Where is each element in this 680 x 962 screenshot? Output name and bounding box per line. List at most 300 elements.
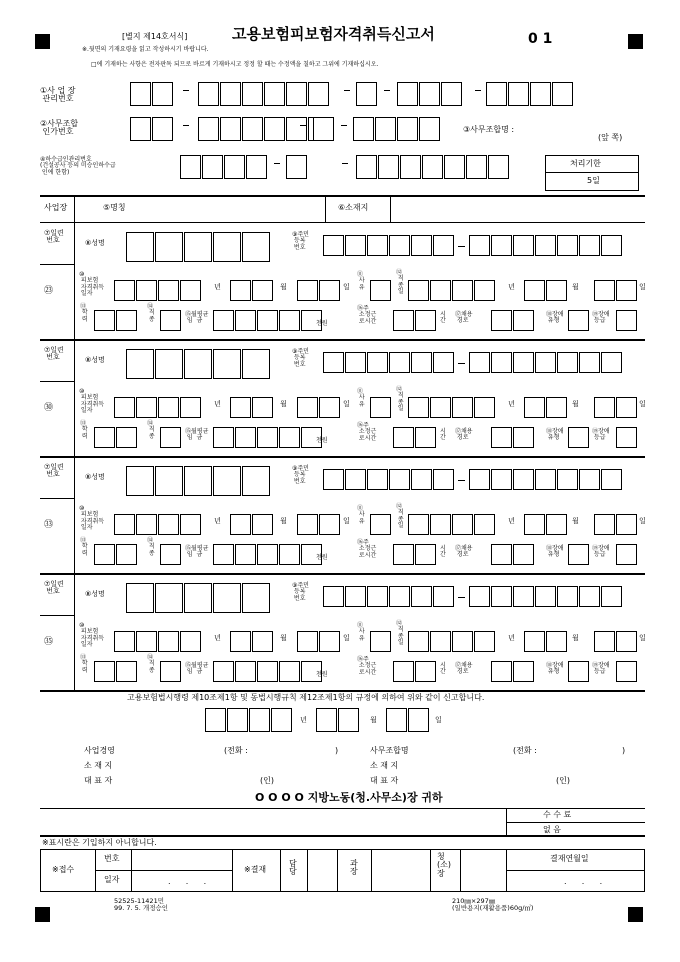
acq-year-cell[interactable] bbox=[180, 514, 201, 535]
rrn-cell[interactable] bbox=[513, 352, 534, 373]
acq-day-cell[interactable] bbox=[319, 631, 340, 652]
reason-cell[interactable] bbox=[370, 631, 391, 652]
union-no-cell[interactable] bbox=[264, 117, 285, 141]
mgmt-no-cell[interactable] bbox=[242, 82, 263, 106]
education-cell[interactable] bbox=[116, 310, 137, 331]
acq-year-cell[interactable] bbox=[136, 631, 157, 652]
hours-cell[interactable] bbox=[393, 661, 414, 682]
wage-cell[interactable] bbox=[279, 310, 300, 331]
hours-label: ⑯주 소정근 로시간 bbox=[357, 656, 377, 676]
rrn-cell[interactable] bbox=[367, 469, 388, 490]
mgmt-no-cell[interactable] bbox=[130, 82, 151, 106]
education-cell[interactable] bbox=[116, 544, 137, 565]
acq-year-cell[interactable] bbox=[114, 280, 135, 301]
rrn-cell[interactable] bbox=[389, 235, 410, 256]
declaration-month-cell[interactable] bbox=[338, 708, 359, 732]
education-cell[interactable] bbox=[94, 310, 115, 331]
job-day-cell[interactable] bbox=[594, 280, 615, 301]
union-no-cell[interactable] bbox=[152, 117, 173, 141]
hours-label: ⑯주 소정근 로시간 bbox=[357, 422, 377, 442]
rrn-cell[interactable] bbox=[535, 235, 556, 256]
grade-label: ⑲장애 등급 bbox=[592, 662, 610, 676]
union-no-cell[interactable] bbox=[419, 117, 440, 141]
mgmt-no-cell[interactable] bbox=[308, 82, 329, 106]
year-label: 년 bbox=[300, 716, 307, 724]
name-cell[interactable] bbox=[213, 232, 241, 262]
rrn-cell[interactable] bbox=[323, 586, 344, 607]
registration-mark bbox=[628, 34, 643, 49]
job-day-cell[interactable] bbox=[616, 631, 637, 652]
month-label: 월 bbox=[280, 400, 287, 408]
reason-cell[interactable] bbox=[370, 397, 391, 418]
rrn-cell[interactable] bbox=[557, 352, 578, 373]
rrn-cell[interactable] bbox=[513, 586, 534, 607]
acq-year-cell[interactable] bbox=[158, 280, 179, 301]
rrn-cell[interactable] bbox=[579, 586, 600, 607]
section-head-label: 과 장 bbox=[350, 859, 358, 877]
job-cell[interactable] bbox=[474, 631, 495, 652]
rrn-cell[interactable] bbox=[469, 235, 490, 256]
subcontract-cell[interactable] bbox=[202, 155, 223, 179]
wage-cell[interactable] bbox=[213, 661, 234, 682]
job-day-cell[interactable] bbox=[594, 514, 615, 535]
name-cell[interactable] bbox=[184, 232, 212, 262]
acq-day-cell[interactable] bbox=[297, 631, 318, 652]
education-label: ⑬ 학 력 bbox=[80, 303, 88, 323]
receipt-date: . . . bbox=[168, 877, 207, 886]
hours-cell[interactable] bbox=[415, 427, 436, 448]
rrn-cell[interactable] bbox=[411, 352, 432, 373]
union-no-label: ②사무조합 인가번호 bbox=[40, 119, 79, 137]
acq-day-cell[interactable] bbox=[297, 397, 318, 418]
acq-year-cell[interactable] bbox=[114, 514, 135, 535]
name-cell[interactable] bbox=[242, 349, 270, 379]
mgmt-no-cell[interactable] bbox=[152, 82, 173, 106]
job-cell[interactable] bbox=[452, 397, 473, 418]
wage-cell[interactable] bbox=[235, 661, 256, 682]
name-label: ⑧성명 bbox=[85, 356, 105, 364]
mgmt-no-cell[interactable] bbox=[419, 82, 440, 106]
disability-label: ⑱장애 유형 bbox=[546, 662, 564, 676]
grade-label: ⑲장애 등급 bbox=[592, 311, 610, 325]
day-label: 일 bbox=[343, 634, 350, 642]
year-label: 년 bbox=[508, 400, 515, 408]
route-cell[interactable] bbox=[513, 427, 534, 448]
mgmt-no-cell[interactable] bbox=[508, 82, 529, 106]
month-label: 월 bbox=[572, 283, 579, 291]
education-cell[interactable] bbox=[116, 427, 137, 448]
fee-label: 수 수 료 bbox=[543, 810, 572, 819]
name-cell[interactable] bbox=[126, 232, 154, 262]
subcontract-cell[interactable] bbox=[488, 155, 509, 179]
grade-cell[interactable] bbox=[616, 544, 637, 565]
wage-cell[interactable] bbox=[235, 310, 256, 331]
wage-cell[interactable] bbox=[213, 310, 234, 331]
rrn-cell[interactable] bbox=[469, 352, 490, 373]
instruction-note: □에 기재하는 사항은 전자판독 되므로 바르게 기재하시고 정정 할 때는 수정액을 칠하고 그위에 기재하십시오. bbox=[91, 61, 379, 68]
seal-mark: (인) bbox=[556, 776, 570, 785]
decision-date-label: 결재연월일 bbox=[550, 854, 589, 863]
row-number: ㉟ bbox=[44, 637, 54, 647]
job-cell[interactable] bbox=[430, 514, 451, 535]
wage-cell[interactable] bbox=[235, 427, 256, 448]
declaration-day-cell[interactable] bbox=[408, 708, 429, 732]
serial-no-label: ⑦일련 번호 bbox=[44, 463, 64, 479]
mgmt-no-cell[interactable] bbox=[552, 82, 573, 106]
rrn-cell[interactable] bbox=[491, 235, 512, 256]
union-no-cell[interactable] bbox=[375, 117, 396, 141]
reason-label: ⑪ 사 유 bbox=[357, 622, 365, 642]
rrn-cell[interactable] bbox=[411, 469, 432, 490]
wage-label: ⑮월평균 임 금 bbox=[185, 311, 209, 325]
declaration-year-cell[interactable] bbox=[227, 708, 248, 732]
job-month-cell[interactable] bbox=[546, 280, 567, 301]
job-cell[interactable] bbox=[408, 631, 429, 652]
seal-mark: (인) bbox=[260, 776, 274, 785]
name-cell[interactable] bbox=[213, 349, 241, 379]
acq-month-cell[interactable] bbox=[230, 631, 251, 652]
date-label: 일자 bbox=[104, 875, 120, 884]
rrn-cell[interactable] bbox=[601, 352, 622, 373]
grade-cell[interactable] bbox=[616, 661, 637, 682]
job-month-cell[interactable] bbox=[546, 631, 567, 652]
job-cell[interactable] bbox=[430, 631, 451, 652]
fee-value: 없 음 bbox=[543, 825, 561, 834]
declaration-year-cell[interactable] bbox=[271, 708, 292, 732]
declaration-year-cell[interactable] bbox=[205, 708, 226, 732]
occupation-label: ⑭ 직 종 bbox=[147, 537, 155, 557]
rrn-cell[interactable] bbox=[513, 469, 534, 490]
serial-no-label: ⑦일련 번호 bbox=[44, 580, 64, 596]
rrn-cell[interactable] bbox=[411, 586, 432, 607]
job-cell[interactable] bbox=[474, 280, 495, 301]
rrn-cell[interactable] bbox=[345, 235, 366, 256]
reason-cell[interactable] bbox=[370, 280, 391, 301]
subcontract-cell[interactable] bbox=[356, 155, 377, 179]
grade-cell[interactable] bbox=[616, 310, 637, 331]
rrn-cell[interactable] bbox=[433, 469, 454, 490]
job-cell[interactable] bbox=[452, 280, 473, 301]
job-cell[interactable] bbox=[408, 280, 429, 301]
mgmt-no-cell[interactable] bbox=[486, 82, 507, 106]
name-cell[interactable] bbox=[242, 232, 270, 262]
union-no-cell[interactable] bbox=[397, 117, 418, 141]
route-cell[interactable] bbox=[491, 661, 512, 682]
acq-month-cell[interactable] bbox=[230, 514, 251, 535]
mgmt-no-cell[interactable] bbox=[356, 82, 377, 106]
acq-year-cell[interactable] bbox=[158, 514, 179, 535]
day-label: 일 bbox=[639, 634, 646, 642]
rrn-label: ⑨주민 등록 번호 bbox=[292, 231, 309, 251]
occupation-cell[interactable] bbox=[160, 427, 181, 448]
name-cell[interactable] bbox=[184, 349, 212, 379]
wage-cell[interactable] bbox=[257, 661, 278, 682]
acq-year-cell[interactable] bbox=[114, 397, 135, 418]
subcontract-cell[interactable] bbox=[400, 155, 421, 179]
wage-cell[interactable] bbox=[279, 544, 300, 565]
name-cell[interactable] bbox=[155, 466, 183, 496]
job-day-cell[interactable] bbox=[594, 397, 615, 418]
rrn-cell[interactable] bbox=[491, 352, 512, 373]
hours-cell[interactable] bbox=[415, 310, 436, 331]
wage-cell[interactable] bbox=[257, 310, 278, 331]
acq-month-cell[interactable] bbox=[252, 397, 273, 418]
job-month-cell[interactable] bbox=[546, 397, 567, 418]
wage-cell[interactable] bbox=[235, 544, 256, 565]
job-day-cell[interactable] bbox=[616, 514, 637, 535]
hours-unit: 시 간 bbox=[440, 545, 446, 559]
job-month-cell[interactable] bbox=[524, 397, 545, 418]
name-cell[interactable] bbox=[184, 466, 212, 496]
route-cell[interactable] bbox=[513, 661, 534, 682]
route-cell[interactable] bbox=[491, 427, 512, 448]
rrn-cell[interactable] bbox=[433, 586, 454, 607]
disability-label: ⑱장애 유형 bbox=[546, 428, 564, 442]
job-month-cell[interactable] bbox=[524, 514, 545, 535]
month-label: 월 bbox=[572, 634, 579, 642]
job-day-cell[interactable] bbox=[616, 280, 637, 301]
route-cell[interactable] bbox=[491, 544, 512, 565]
rrn-cell[interactable] bbox=[433, 235, 454, 256]
acq-year-cell[interactable] bbox=[136, 397, 157, 418]
rrn-cell[interactable] bbox=[513, 235, 534, 256]
subcontract-cell[interactable] bbox=[378, 155, 399, 179]
declaration-month-cell[interactable] bbox=[316, 708, 337, 732]
wage-cell[interactable] bbox=[257, 427, 278, 448]
rrn-cell[interactable] bbox=[601, 235, 622, 256]
wage-cell[interactable] bbox=[279, 427, 300, 448]
union-no-cell[interactable] bbox=[242, 117, 263, 141]
mgmt-no-label: ①사 업 장 관리번호 bbox=[40, 86, 76, 104]
subcontract-cell[interactable] bbox=[466, 155, 487, 179]
acq-year-cell[interactable] bbox=[114, 631, 135, 652]
disability-cell[interactable] bbox=[568, 544, 589, 565]
subcontract-cell[interactable] bbox=[180, 155, 201, 179]
acq-day-cell[interactable] bbox=[319, 280, 340, 301]
instruction-note: ※.뒷면의 기재요령을 읽고 작성하시기 바랍니다. bbox=[82, 46, 209, 53]
rrn-cell[interactable] bbox=[433, 352, 454, 373]
name-cell[interactable] bbox=[242, 583, 270, 613]
subcontract-cell[interactable] bbox=[422, 155, 443, 179]
name-label: ⑧성명 bbox=[85, 239, 105, 247]
rrn-cell[interactable] bbox=[367, 235, 388, 256]
job-cell[interactable] bbox=[474, 397, 495, 418]
job-month-cell[interactable] bbox=[524, 280, 545, 301]
rrn-label: ⑨주민 등록 번호 bbox=[292, 582, 309, 602]
grade-cell[interactable] bbox=[616, 427, 637, 448]
rrn-cell[interactable] bbox=[557, 469, 578, 490]
wage-cell[interactable] bbox=[279, 661, 300, 682]
rrn-cell[interactable] bbox=[345, 586, 366, 607]
rrn-cell[interactable] bbox=[389, 352, 410, 373]
rrn-cell[interactable] bbox=[535, 469, 556, 490]
job-cell[interactable] bbox=[430, 397, 451, 418]
education-cell[interactable] bbox=[94, 427, 115, 448]
name-cell[interactable] bbox=[126, 583, 154, 613]
month-label: 월 bbox=[280, 283, 287, 291]
education-cell[interactable] bbox=[116, 661, 137, 682]
day-label: 일 bbox=[343, 517, 350, 525]
name-cell[interactable] bbox=[155, 349, 183, 379]
acq-year-cell[interactable] bbox=[180, 397, 201, 418]
rrn-cell[interactable] bbox=[323, 352, 344, 373]
mgmt-no-cell[interactable] bbox=[220, 82, 241, 106]
rrn-cell[interactable] bbox=[389, 469, 410, 490]
serial-no-label: ⑦일련 번호 bbox=[44, 346, 64, 362]
mgmt-no-cell[interactable] bbox=[530, 82, 551, 106]
declaration-text: 고용보험법시행령 제10조제1항 및 동법시행규칙 제12조제1항의 규정에 의하여 위와 같이 신고합니다. bbox=[127, 693, 485, 702]
education-cell[interactable] bbox=[94, 544, 115, 565]
rrn-cell[interactable] bbox=[535, 586, 556, 607]
wage-cell[interactable] bbox=[213, 427, 234, 448]
rrn-cell[interactable] bbox=[323, 235, 344, 256]
subcontract-cell[interactable] bbox=[246, 155, 267, 179]
year-label: 년 bbox=[508, 634, 515, 642]
rrn-cell[interactable] bbox=[579, 235, 600, 256]
rrn-cell[interactable] bbox=[469, 586, 490, 607]
job-cell[interactable] bbox=[452, 631, 473, 652]
union-no-cell[interactable] bbox=[353, 117, 374, 141]
rrn-cell[interactable] bbox=[469, 469, 490, 490]
rrn-cell[interactable] bbox=[367, 586, 388, 607]
education-cell[interactable] bbox=[94, 661, 115, 682]
acq-month-cell[interactable] bbox=[230, 280, 251, 301]
union-no-cell[interactable] bbox=[286, 117, 307, 141]
job-cell[interactable] bbox=[408, 514, 429, 535]
disability-cell[interactable] bbox=[568, 310, 589, 331]
name-cell[interactable] bbox=[184, 583, 212, 613]
route-cell[interactable] bbox=[513, 544, 534, 565]
rrn-cell[interactable] bbox=[345, 352, 366, 373]
phone-label: (전화 : bbox=[513, 746, 537, 755]
grade-label: ⑲장애 등급 bbox=[592, 428, 610, 442]
job-cell[interactable] bbox=[430, 280, 451, 301]
rrn-cell[interactable] bbox=[601, 469, 622, 490]
acq-year-cell[interactable] bbox=[158, 397, 179, 418]
education-label: ⑬ 학 력 bbox=[80, 420, 88, 440]
acq-year-cell[interactable] bbox=[136, 280, 157, 301]
acq-month-cell[interactable] bbox=[252, 280, 273, 301]
subcontract-cell[interactable] bbox=[286, 155, 307, 179]
name-cell[interactable] bbox=[126, 349, 154, 379]
hours-cell[interactable] bbox=[415, 661, 436, 682]
employer-label: 사업경영 bbox=[84, 746, 115, 755]
hours-cell[interactable] bbox=[393, 544, 414, 565]
declaration-year-cell[interactable] bbox=[249, 708, 270, 732]
name-cell[interactable] bbox=[155, 232, 183, 262]
mgmt-no-cell[interactable] bbox=[198, 82, 219, 106]
rrn-cell[interactable] bbox=[389, 586, 410, 607]
declaration-day-cell[interactable] bbox=[386, 708, 407, 732]
disability-cell[interactable] bbox=[568, 427, 589, 448]
mgmt-no-cell[interactable] bbox=[286, 82, 307, 106]
address-label: 소 재 지 bbox=[84, 761, 113, 770]
name-cell[interactable] bbox=[213, 583, 241, 613]
acq-day-cell[interactable] bbox=[319, 514, 340, 535]
acq-year-cell[interactable] bbox=[180, 280, 201, 301]
name-cell[interactable] bbox=[126, 466, 154, 496]
subcontract-cell[interactable] bbox=[224, 155, 245, 179]
acq-month-cell[interactable] bbox=[252, 514, 273, 535]
job-label: ⑫ 직 종 일 bbox=[396, 269, 404, 295]
acq-month-cell[interactable] bbox=[230, 397, 251, 418]
job-month-cell[interactable] bbox=[546, 514, 567, 535]
route-cell[interactable] bbox=[513, 310, 534, 331]
disability-cell[interactable] bbox=[568, 661, 589, 682]
row-number: ㉓ bbox=[44, 286, 54, 296]
union-no-cell[interactable] bbox=[313, 117, 334, 141]
rrn-cell[interactable] bbox=[535, 352, 556, 373]
rrn-cell[interactable] bbox=[579, 469, 600, 490]
wage-cell[interactable] bbox=[257, 544, 278, 565]
job-month-cell[interactable] bbox=[524, 631, 545, 652]
hours-label: ⑯주 소정근 로시간 bbox=[357, 305, 377, 325]
year-label: 년 bbox=[508, 517, 515, 525]
acq-year-cell[interactable] bbox=[136, 514, 157, 535]
rrn-cell[interactable] bbox=[601, 586, 622, 607]
job-day-cell[interactable] bbox=[594, 631, 615, 652]
hours-cell[interactable] bbox=[415, 544, 436, 565]
union-no-cell[interactable] bbox=[198, 117, 219, 141]
union-no-cell[interactable] bbox=[220, 117, 241, 141]
rrn-cell[interactable] bbox=[345, 469, 366, 490]
rrn-cell[interactable] bbox=[491, 469, 512, 490]
hours-cell[interactable] bbox=[393, 427, 414, 448]
job-day-cell[interactable] bbox=[616, 397, 637, 418]
rrn-cell[interactable] bbox=[491, 586, 512, 607]
name-cell[interactable] bbox=[155, 583, 183, 613]
union-no-cell[interactable] bbox=[130, 117, 151, 141]
rrn-cell[interactable] bbox=[367, 352, 388, 373]
job-cell[interactable] bbox=[474, 514, 495, 535]
wage-cell[interactable] bbox=[213, 544, 234, 565]
occupation-cell[interactable] bbox=[160, 544, 181, 565]
rrn-cell[interactable] bbox=[323, 469, 344, 490]
hours-cell[interactable] bbox=[393, 310, 414, 331]
subcontract-label: ④하수급인관리번호 (건설공사 등의 미승인하수급 인에 한함) bbox=[40, 156, 116, 176]
job-cell[interactable] bbox=[408, 397, 429, 418]
acq-day-cell[interactable] bbox=[297, 514, 318, 535]
year-label: 년 bbox=[214, 283, 221, 291]
mgmt-no-cell[interactable] bbox=[397, 82, 418, 106]
job-cell[interactable] bbox=[452, 514, 473, 535]
rrn-cell[interactable] bbox=[557, 235, 578, 256]
acq-year-cell[interactable] bbox=[180, 631, 201, 652]
route-cell[interactable] bbox=[491, 310, 512, 331]
mgmt-no-cell[interactable] bbox=[264, 82, 285, 106]
name-cell[interactable] bbox=[242, 466, 270, 496]
acq-day-cell[interactable] bbox=[297, 280, 318, 301]
acq-month-cell[interactable] bbox=[252, 631, 273, 652]
mgmt-no-cell[interactable] bbox=[441, 82, 462, 106]
acq-day-cell[interactable] bbox=[319, 397, 340, 418]
rrn-cell[interactable] bbox=[579, 352, 600, 373]
month-label: 월 bbox=[572, 517, 579, 525]
subcontract-cell[interactable] bbox=[444, 155, 465, 179]
decision-date: . . . bbox=[564, 877, 603, 886]
acq-year-cell[interactable] bbox=[158, 631, 179, 652]
education-label: ⑬ 학 력 bbox=[80, 654, 88, 674]
union-name-label: ③사무조합명 : bbox=[463, 125, 515, 134]
occupation-cell[interactable] bbox=[160, 310, 181, 331]
name-cell[interactable] bbox=[213, 466, 241, 496]
month-label: 월 bbox=[280, 634, 287, 642]
rrn-cell[interactable] bbox=[557, 586, 578, 607]
reason-cell[interactable] bbox=[370, 514, 391, 535]
occupation-cell[interactable] bbox=[160, 661, 181, 682]
office-use-note: ※표시란은 기입하지 아니합니다. bbox=[42, 838, 157, 847]
rrn-cell[interactable] bbox=[411, 235, 432, 256]
